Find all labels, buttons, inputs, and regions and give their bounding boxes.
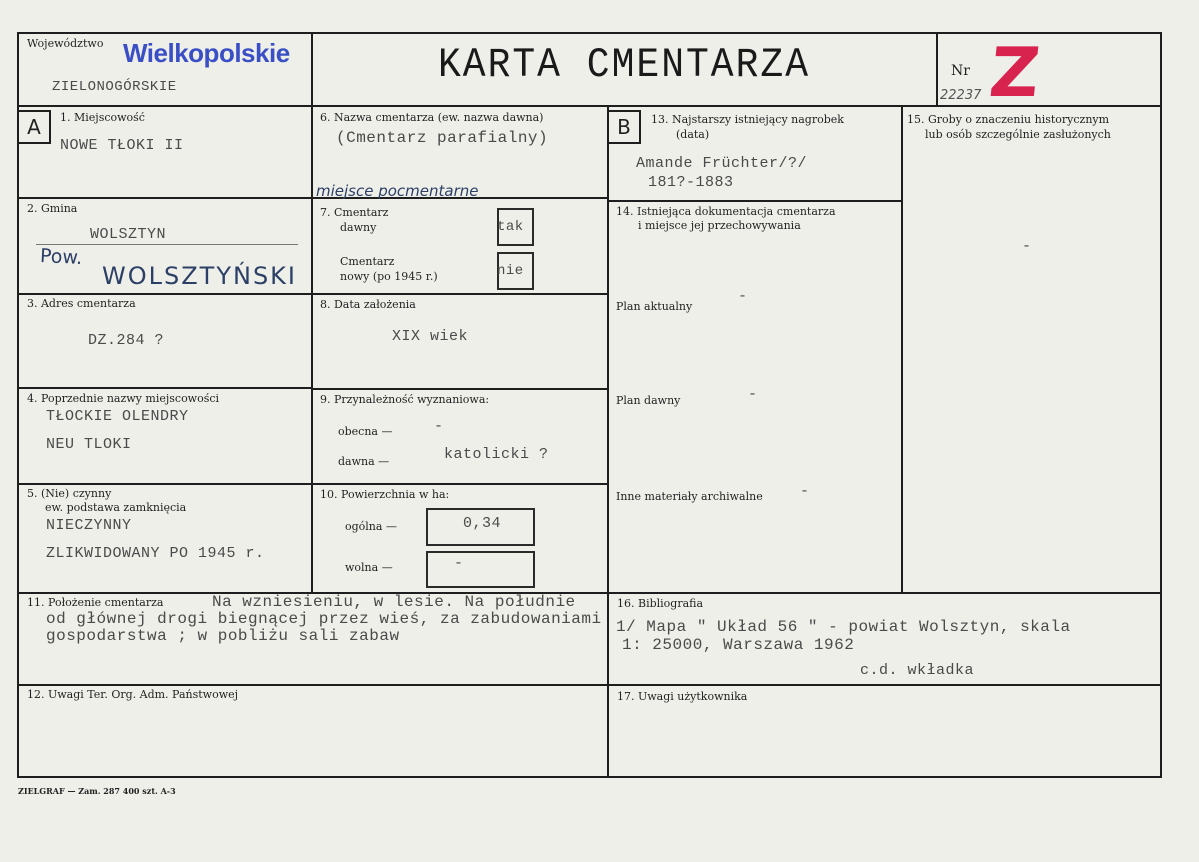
- field1-value: NOWE TŁOKI II: [60, 137, 184, 154]
- field14-inne-value: -: [800, 483, 810, 500]
- border-top: [17, 32, 1162, 34]
- section-b-marker: B: [607, 110, 641, 144]
- field1-label: 1. Miejscowość: [60, 111, 145, 124]
- field7-label-2: dawny: [340, 221, 377, 234]
- field4-value-1: TŁOCKIE OLENDRY: [46, 408, 189, 425]
- field10-ogolna-label: ogólna —: [345, 520, 397, 533]
- line-c1-3: [17, 387, 311, 389]
- line-c2-2: [311, 293, 607, 295]
- field9-label: 9. Przynależność wyznaniowa:: [320, 393, 490, 406]
- field6-handwritten: miejsce pocmentarne: [316, 182, 479, 200]
- field5-value-1: NIECZYNNY: [46, 517, 132, 534]
- field13-value-1: Amande Früchter/?/: [636, 155, 808, 172]
- nr-value: 22237: [940, 88, 982, 103]
- field5-label-1: 5. (Nie) czynny: [27, 487, 112, 500]
- field5-value-2: ZLIKWIDOWANY PO 1945 r.: [46, 545, 265, 562]
- border-right: [1160, 32, 1162, 778]
- field11-line-1: Na wzniesieniu, w lesie. Na południe: [212, 593, 576, 611]
- field17-label: 17. Uwagi użytkownika: [617, 690, 748, 703]
- nr-mark: Z: [985, 34, 1044, 113]
- field12-label: 12. Uwagi Ter. Org. Adm. Państwowej: [27, 688, 239, 701]
- line-c1-2: [17, 293, 311, 295]
- field2-underline: [36, 244, 298, 245]
- wojewodztwo-label: Województwo: [27, 37, 104, 50]
- field16-line-1: 1/ Mapa " Układ 56 " - powiat Wolsztyn, skala: [616, 618, 1071, 636]
- section-a-marker: A: [17, 110, 51, 144]
- section-bottom-line: [17, 592, 1162, 594]
- row-11-bottom-line: [17, 684, 1162, 686]
- field14-label-2: i miejsce jej przechowywania: [638, 219, 801, 232]
- field2-label: 2. Gmina: [27, 202, 78, 215]
- divider-col3: [901, 105, 903, 592]
- field7-label-3: Cmentarz: [340, 255, 395, 268]
- field9-dawna-label: dawna —: [338, 455, 390, 468]
- field10-wolna-box: [426, 551, 535, 588]
- field15-label-1: 15. Groby o znaczeniu historycznym: [907, 113, 1110, 126]
- field6-value: (Cmentarz parafialny): [336, 129, 549, 147]
- field13-label-2: (data): [676, 128, 710, 141]
- field9-obecna-value: -: [434, 418, 444, 435]
- field6-label: 6. Nazwa cmentarza (ew. nazwa dawna): [320, 111, 544, 124]
- field13-label-1: 13. Najstarszy istniejący nagrobek: [651, 113, 844, 126]
- field10-wolna-label: wolna —: [345, 561, 393, 574]
- field9-dawna-value: katolicki ?: [444, 446, 549, 463]
- field3-value: DZ.284 ?: [88, 332, 165, 349]
- field11-label: 11. Położenie cmentarza: [27, 596, 164, 609]
- field10-wolna-value: -: [454, 555, 464, 572]
- line-c2-3: [311, 388, 607, 390]
- card-title: KARTA CMENTARZA: [437, 41, 811, 90]
- field16-line-2: 1: 25000, Warszawa 1962: [622, 636, 855, 654]
- footer-imprint: ZIELGRAF — Zam. 287 400 szt. A-3: [18, 786, 176, 796]
- field14-plan-dawny-value: -: [748, 386, 758, 403]
- divider-col1: [311, 32, 313, 592]
- field2-value: WOLSZTYN: [90, 226, 167, 243]
- field8-label: 8. Data założenia: [320, 298, 416, 311]
- field4-value-2: NEU TLOKI: [46, 436, 132, 453]
- field7-label-4: nowy (po 1945 r.): [340, 270, 438, 283]
- field9-obecna-label: obecna —: [338, 425, 393, 438]
- field10-ogolna-value: 0,34: [463, 515, 502, 532]
- field2-pow-label: Pow.: [39, 244, 83, 270]
- line-c2-4: [311, 483, 607, 485]
- field14-plan-aktualny-label: Plan aktualny: [616, 300, 693, 313]
- field16-label: 16. Bibliografia: [617, 597, 704, 610]
- divider-col2: [607, 105, 609, 776]
- line-c1-4: [17, 483, 311, 485]
- field7-nowy-value: nie: [497, 263, 524, 279]
- field3-label: 3. Adres cmentarza: [27, 297, 136, 310]
- field14-plan-aktualny-value: -: [738, 288, 748, 305]
- field14-inne-label: Inne materiały archiwalne: [616, 490, 763, 503]
- line-c1-1: [17, 197, 311, 199]
- nr-label: Nr: [951, 63, 970, 79]
- field7-label-1: 7. Cmentarz: [320, 206, 389, 219]
- field11-line-3: gospodarstwa ; w pobliżu sali zabaw: [46, 627, 400, 645]
- field7-dawny-value: tak: [497, 219, 524, 235]
- field8-value: XIX wiek: [392, 328, 469, 345]
- field15-value: -: [1022, 238, 1032, 255]
- field13-value-2: 181?-1883: [648, 174, 734, 191]
- field10-label: 10. Powierzchnia w ha:: [320, 488, 450, 501]
- border-bottom: [17, 776, 1162, 778]
- field5-label-2: ew. podstawa zamknięcia: [45, 501, 187, 514]
- line-c3-1: [607, 200, 901, 202]
- wojewodztwo-value: ZIELONOGÓRSKIE: [52, 79, 177, 95]
- field16-line-3: c.d. wkładka: [860, 662, 975, 679]
- field14-plan-dawny-label: Plan dawny: [616, 394, 681, 407]
- field2-pow-value: WOLSZTYŃSKI: [102, 262, 297, 290]
- divider-nr: [936, 32, 938, 105]
- field11-line-2: od głównej drogi biegnącej przez wieś, za zabudowaniami: [46, 610, 602, 628]
- wojewodztwo-stamp: Wielkopolskie: [123, 38, 290, 68]
- field4-label: 4. Poprzednie nazwy miejscowości: [27, 392, 220, 405]
- field14-label-1: 14. Istniejąca dokumentacja cmentarza: [616, 205, 836, 218]
- field15-label-2: lub osób szczególnie zasłużonych: [925, 128, 1111, 141]
